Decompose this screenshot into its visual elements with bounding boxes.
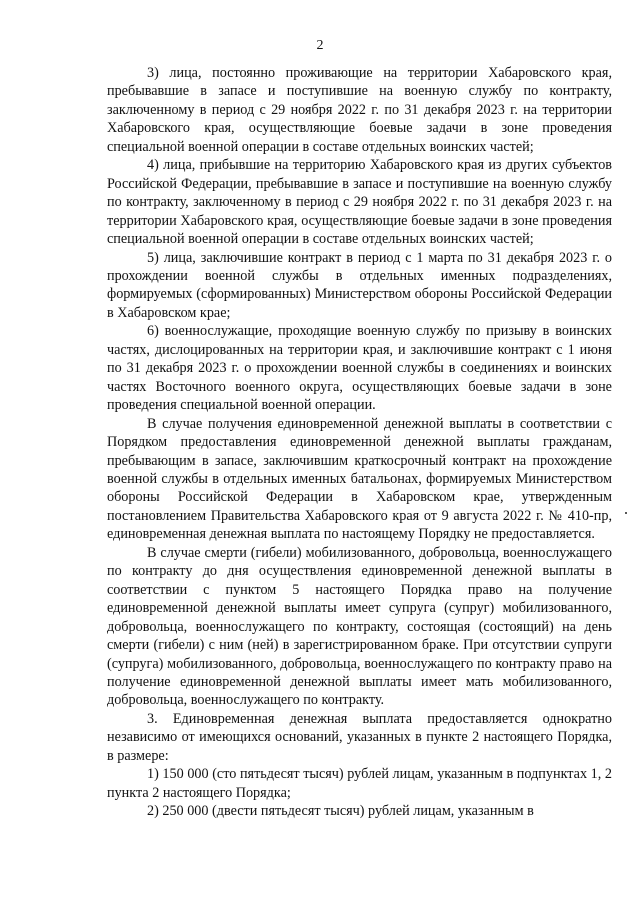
paragraph-exclusion-clause: В случае получения единовременной денежной выплаты в соответствии с Порядком предоставления единовременной денежной выплаты гражданам, пребывающим в запасе, заключившим краткосрочный контракт на прохождение военной службы в отдельных именных батальонах, формируемых Министерством обороны Российской Федерации в Хабаровском крае, утвержденным постановлением Правительства Хабаровского края от 9 августа 2022 г. № 410-пр, единовременная денежная выплата по настоящему Порядку не предоставляется. xyxy=(107,415,612,543)
page-number: 2 xyxy=(316,38,324,53)
paragraph-item-6: 6) военнослужащие, проходящие военную службу по призыву в воинских частях, дислоцированных на территории края, и заключившие контракт с 1 июня по 31 декабря 2023 г. о прохождении военной службы в соединениях и воинских частях Восточного военного округа, осуществляющих боевые задачи в зоне проведения специальной военной операции. xyxy=(107,323,612,414)
document-body xyxy=(107,64,612,821)
scan-speck xyxy=(625,512,627,514)
paragraph-item-4: 4) лица, прибывшие на территорию Хабаровского края из других субъектов Российской Федерации, пребывавшие в запасе и поступившие на военную службу по контракту, заключенному в период с 29 ноября 2022 г. по 31 декабря 2023 г. на территории Хабаровского края, осуществляющие боевые задачи в зоне проведения специальной военной операции в составе отдельных воинских частей; xyxy=(107,157,612,248)
paragraph-death-clause: В случае смерти (гибели) мобилизованного, добровольца, военнослужащего по контракту до дня осуществления единовременной денежной выплаты в соответствии с пунктом 5 настоящего Порядка право на получение единовременной денежной выплаты имеет супруга (супруг) мобилизованного, добровольца, военнослужащего по контракту, состоящая (состоящий) на день смерти (гибели) с ним (ней) в зарегистрированном браке. При отсутствии супруги (супруга) мобилизованного, добровольца, военнослужащего по контракту право на получение единовременной денежной выплаты имеет мать мобилизованного, добровольца, военнослужащего по контракту. xyxy=(107,544,612,709)
paragraph-item-3: 3) лица, постоянно проживающие на территории Хабаровского края, пребывавшие в запасе и поступившие на военную службу по контракту, заключенному в период с 29 ноября 2022 г. по 31 декабря 2023 г. на территории Хабаровского края, осуществляющие боевые задачи в зоне проведения специальной военной операции в составе отдельных воинских частей; xyxy=(107,65,612,155)
paragraph-section-3: 3. Единовременная денежная выплата предоставляется однократно независимо от имеющихся оснований, указанных в пункте 2 настоящего Порядка, в размере: xyxy=(107,710,612,764)
paragraph-amount-1: 1) 150 000 (сто пятьдесят тысяч) рублей лицам, указанным в подпунктах 1, 2 пункта 2 настоящего Порядка; xyxy=(107,766,612,801)
paragraph-amount-2: 2) 250 000 (двести пятьдесят тысяч) рублей лицам, указанным в xyxy=(147,803,534,820)
paragraph-item-5: 5) лица, заключившие контракт в период с 1 марта по 31 декабря 2023 г. о прохождении военной службы в отдельных именных подразделениях, формируемых (сформированных) Министерством обороны Российской Федерации в Хабаровском крае; xyxy=(107,249,612,321)
